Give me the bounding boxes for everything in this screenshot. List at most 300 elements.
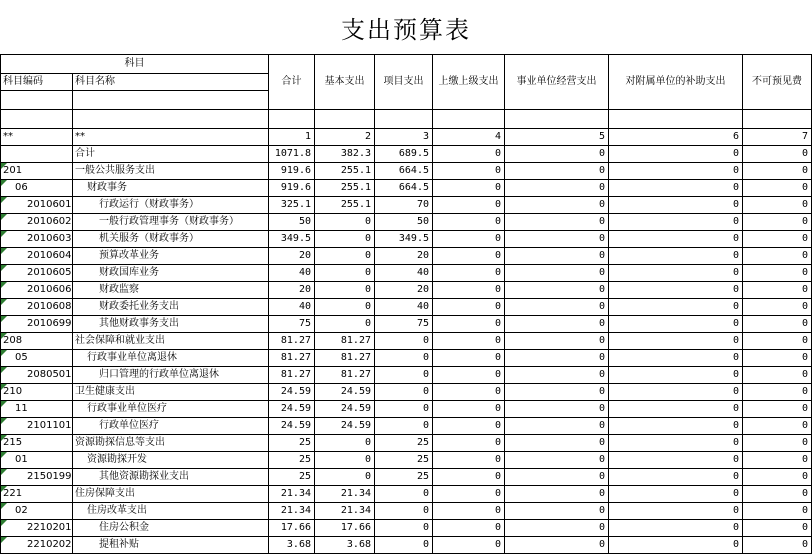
column-header: 对附属单位的补助支出: [609, 55, 743, 110]
subject-name-cell: 住房改革支出: [73, 503, 269, 520]
subject-code-cell: [1, 316, 73, 333]
table-row: [1, 265, 812, 282]
amount-cell: 0: [433, 214, 505, 231]
amount-cell: 0: [609, 197, 743, 214]
index-number: 6: [609, 129, 743, 146]
subject-name-cell: 住房公积金: [73, 520, 269, 537]
error-indicator-icon: [1, 469, 7, 475]
subject-code-cell: [1, 163, 73, 180]
subject-code-cell: [1, 452, 73, 469]
amount-cell: 0: [433, 180, 505, 197]
amount-cell: 0: [433, 231, 505, 248]
subject-code-cell: [1, 180, 73, 197]
subject-name-cell: 行政运行（财政事务）: [73, 197, 269, 214]
amount-cell: 75: [375, 316, 433, 333]
amount-cell: 0: [505, 435, 609, 452]
amount-cell: 0: [743, 180, 812, 197]
error-indicator-icon: [1, 316, 7, 322]
error-indicator-icon: [1, 401, 7, 407]
amount-cell: 0: [743, 197, 812, 214]
error-indicator-icon: [1, 197, 7, 203]
amount-cell: 0: [433, 197, 505, 214]
amount-cell: 40: [375, 265, 433, 282]
amount-cell: 0: [743, 214, 812, 231]
column-header: 项目支出: [375, 55, 433, 110]
amount-cell: 0: [505, 469, 609, 486]
amount-cell: 0: [743, 452, 812, 469]
amount-cell: 0: [433, 469, 505, 486]
subject-code-cell: [1, 520, 73, 537]
blank-cell: [609, 110, 743, 129]
amount-cell: 0: [609, 333, 743, 350]
table-row: [1, 486, 812, 503]
amount-cell: 21.34: [269, 503, 315, 520]
blank-cell: [73, 110, 269, 129]
amount-cell: 0: [433, 452, 505, 469]
amount-cell: 0: [315, 282, 375, 299]
subject-name-header: 科目名称: [73, 74, 269, 91]
amount-cell: 0: [743, 282, 812, 299]
subject-code-cell: [1, 486, 73, 503]
amount-cell: 0: [743, 384, 812, 401]
subject-code-text: 2010602: [27, 216, 72, 227]
table-row: [1, 214, 812, 231]
amount-cell: 0: [743, 503, 812, 520]
amount-cell: 0: [505, 486, 609, 503]
amount-cell: 0: [505, 231, 609, 248]
subject-code-text: 02: [15, 505, 28, 516]
amount-cell: 50: [269, 214, 315, 231]
subject-code-cell: [1, 537, 73, 554]
amount-cell: 3.68: [269, 537, 315, 554]
table-row: [1, 180, 812, 197]
column-header: 不可预见费: [743, 55, 812, 110]
amount-cell: 1071.8: [269, 146, 315, 163]
subject-name-cell: 预算改革业务: [73, 248, 269, 265]
amount-cell: 0: [375, 384, 433, 401]
subject-code-text: 208: [3, 335, 23, 346]
amount-cell: 20: [375, 282, 433, 299]
amount-cell: 0: [375, 367, 433, 384]
amount-cell: 0: [433, 367, 505, 384]
subject-code-cell: [1, 214, 73, 231]
amount-cell: 0: [315, 299, 375, 316]
subject-header: 科目: [1, 55, 269, 74]
table-row: [1, 384, 812, 401]
blank-cell: [1, 110, 73, 129]
index-number: 1: [269, 129, 315, 146]
error-indicator-icon: [1, 486, 7, 492]
amount-cell: 0: [743, 248, 812, 265]
table-row: [1, 231, 812, 248]
subject-code-text: 2210201: [27, 522, 72, 533]
amount-cell: 0: [743, 435, 812, 452]
amount-cell: 0: [743, 316, 812, 333]
amount-cell: 255.1: [315, 163, 375, 180]
amount-cell: 21.34: [269, 486, 315, 503]
amount-cell: 0: [609, 214, 743, 231]
amount-cell: 0: [315, 265, 375, 282]
error-indicator-icon: [1, 214, 7, 220]
subject-name-cell: 资源勘探开发: [73, 452, 269, 469]
error-indicator-icon: [1, 282, 7, 288]
amount-cell: 0: [609, 299, 743, 316]
amount-cell: 0: [315, 316, 375, 333]
amount-cell: 0: [375, 418, 433, 435]
amount-cell: 0: [505, 282, 609, 299]
amount-cell: 0: [505, 384, 609, 401]
subject-name-cell: 一般行政管理事务（财政事务）: [73, 214, 269, 231]
amount-cell: 81.27: [315, 367, 375, 384]
amount-cell: 0: [609, 146, 743, 163]
amount-cell: 0: [743, 146, 812, 163]
amount-cell: 0: [433, 146, 505, 163]
subject-name-cell: 社会保障和就业支出: [73, 333, 269, 350]
table-row: [1, 316, 812, 333]
subject-name-cell: 其他财政事务支出: [73, 316, 269, 333]
index-number: 4: [433, 129, 505, 146]
amount-cell: 0: [375, 350, 433, 367]
subject-code-text: 06: [15, 182, 28, 193]
index-number: 3: [375, 129, 433, 146]
amount-cell: 0: [743, 401, 812, 418]
amount-cell: 0: [505, 401, 609, 418]
subject-name-cell: 行政事业单位离退休: [73, 350, 269, 367]
amount-cell: 0: [315, 248, 375, 265]
amount-cell: 664.5: [375, 180, 433, 197]
amount-cell: 0: [609, 384, 743, 401]
subject-code-text: 2101101: [27, 420, 72, 431]
amount-cell: 0: [375, 401, 433, 418]
subject-code-text: 2010606: [27, 284, 72, 295]
subject-name-cell: 财政事务: [73, 180, 269, 197]
amount-cell: 70: [375, 197, 433, 214]
amount-cell: 0: [609, 265, 743, 282]
subject-code-cell: [1, 248, 73, 265]
amount-cell: 0: [505, 503, 609, 520]
error-indicator-icon: [1, 418, 7, 424]
error-indicator-icon: [1, 367, 7, 373]
amount-cell: 0: [433, 520, 505, 537]
subject-name-cell: 归口管理的行政单位离退休: [73, 367, 269, 384]
subject-name-cell: 其他资源勘探业支出: [73, 469, 269, 486]
subject-code-cell: [1, 146, 73, 163]
table-row: [1, 299, 812, 316]
amount-cell: 81.27: [269, 367, 315, 384]
table-row: [1, 350, 812, 367]
amount-cell: 0: [433, 384, 505, 401]
amount-cell: 0: [743, 418, 812, 435]
subject-name-cell: 卫生健康支出: [73, 384, 269, 401]
subject-name-cell: 提租补贴: [73, 537, 269, 554]
subject-code-cell: [1, 367, 73, 384]
subject-code-text: 2010601: [27, 199, 72, 210]
error-indicator-icon: [1, 537, 7, 543]
subject-code-cell: [1, 231, 73, 248]
amount-cell: 0: [505, 316, 609, 333]
amount-cell: 0: [375, 503, 433, 520]
table-row: [1, 163, 812, 180]
amount-cell: 3.68: [315, 537, 375, 554]
amount-cell: 0: [609, 367, 743, 384]
amount-cell: 382.3: [315, 146, 375, 163]
amount-cell: 0: [433, 333, 505, 350]
blank-cell: [505, 110, 609, 129]
amount-cell: 0: [609, 537, 743, 554]
amount-cell: 20: [375, 248, 433, 265]
amount-cell: 0: [433, 248, 505, 265]
amount-cell: 0: [743, 537, 812, 554]
amount-cell: 0: [433, 401, 505, 418]
subject-code-cell: [1, 350, 73, 367]
error-indicator-icon: [1, 265, 7, 271]
subject-code-cell: [1, 435, 73, 452]
subject-code-cell: [1, 265, 73, 282]
subject-code-text: 05: [15, 352, 28, 363]
column-header: 基本支出: [315, 55, 375, 110]
amount-cell: 0: [375, 537, 433, 554]
amount-cell: 0: [505, 520, 609, 537]
amount-cell: 0: [433, 503, 505, 520]
table-row: [1, 401, 812, 418]
amount-cell: 0: [505, 180, 609, 197]
error-indicator-icon: [1, 333, 7, 339]
blank-cell: [433, 110, 505, 129]
table-row: [1, 520, 812, 537]
amount-cell: 325.1: [269, 197, 315, 214]
subject-code-header: 科目编码: [1, 74, 73, 91]
amount-cell: 255.1: [315, 180, 375, 197]
subject-code-text: 2010608: [27, 301, 72, 312]
amount-cell: 21.34: [315, 486, 375, 503]
amount-cell: 81.27: [269, 333, 315, 350]
subject-code-text: 01: [15, 454, 28, 465]
amount-cell: 0: [433, 265, 505, 282]
amount-cell: 0: [375, 486, 433, 503]
amount-cell: 20: [269, 248, 315, 265]
index-number: 7: [743, 129, 812, 146]
amount-cell: 24.59: [269, 401, 315, 418]
table-row: [1, 248, 812, 265]
amount-cell: 0: [609, 401, 743, 418]
subject-code-cell: [1, 401, 73, 418]
blank-cell: [269, 110, 315, 129]
amount-cell: 0: [315, 231, 375, 248]
amount-cell: 0: [433, 316, 505, 333]
amount-cell: 20: [269, 282, 315, 299]
amount-cell: 0: [609, 248, 743, 265]
amount-cell: 25: [269, 469, 315, 486]
subject-code-text: 2010603: [27, 233, 72, 244]
amount-cell: 0: [609, 452, 743, 469]
amount-cell: 349.5: [375, 231, 433, 248]
amount-cell: 0: [505, 537, 609, 554]
error-indicator-icon: [1, 384, 7, 390]
amount-cell: 40: [375, 299, 433, 316]
error-indicator-icon: [1, 520, 7, 526]
amount-cell: 0: [375, 333, 433, 350]
amount-cell: 0: [609, 163, 743, 180]
blank-cell: [73, 91, 269, 110]
amount-cell: 349.5: [269, 231, 315, 248]
subject-code-cell: [1, 384, 73, 401]
amount-cell: 0: [743, 163, 812, 180]
index-number: 5: [505, 129, 609, 146]
amount-cell: 0: [505, 265, 609, 282]
error-indicator-icon: [1, 503, 7, 509]
subject-code-text: 2080501: [27, 369, 72, 380]
amount-cell: 0: [433, 163, 505, 180]
amount-cell: 0: [315, 435, 375, 452]
subject-name-cell: 财政监察: [73, 282, 269, 299]
subject-name-cell: 行政事业单位医疗: [73, 401, 269, 418]
subject-code-cell: [1, 418, 73, 435]
amount-cell: 0: [743, 486, 812, 503]
amount-cell: 0: [609, 435, 743, 452]
subject-code-text: 221: [3, 488, 23, 499]
subject-code-cell: [1, 299, 73, 316]
amount-cell: 0: [743, 350, 812, 367]
subject-code-text: 210: [3, 386, 23, 397]
amount-cell: 0: [609, 316, 743, 333]
amount-cell: 81.27: [269, 350, 315, 367]
amount-cell: 0: [433, 282, 505, 299]
subject-name-cell: 机关服务（财政事务）: [73, 231, 269, 248]
amount-cell: 0: [375, 520, 433, 537]
error-indicator-icon: [1, 350, 7, 356]
amount-cell: 17.66: [315, 520, 375, 537]
amount-cell: 0: [743, 367, 812, 384]
amount-cell: 0: [743, 299, 812, 316]
amount-cell: 0: [505, 214, 609, 231]
index-code: **: [1, 129, 73, 146]
amount-cell: 0: [743, 265, 812, 282]
amount-cell: 81.27: [315, 350, 375, 367]
blank-cell: [315, 110, 375, 129]
blank-cell: [743, 110, 812, 129]
amount-cell: 0: [609, 486, 743, 503]
amount-cell: 0: [315, 452, 375, 469]
amount-cell: 0: [505, 197, 609, 214]
table-row: [1, 503, 812, 520]
blank-cell: [375, 110, 433, 129]
table-row: [1, 197, 812, 214]
subject-name-cell: 合计: [73, 146, 269, 163]
subject-code-text: 2010604: [27, 250, 72, 261]
page-title: 支出预算表: [341, 15, 471, 44]
subject-name-cell: 资源勘探信息等支出: [73, 435, 269, 452]
table-row: [1, 333, 812, 350]
amount-cell: 0: [609, 350, 743, 367]
index-row: [1, 129, 812, 146]
subject-code-cell: [1, 197, 73, 214]
table-row: [1, 418, 812, 435]
error-indicator-icon: [1, 180, 7, 186]
subject-name-cell: 财政国库业务: [73, 265, 269, 282]
amount-cell: 0: [433, 537, 505, 554]
amount-cell: 0: [505, 163, 609, 180]
amount-cell: 0: [433, 435, 505, 452]
table-row: [1, 367, 812, 384]
amount-cell: 919.6: [269, 180, 315, 197]
amount-cell: 75: [269, 316, 315, 333]
amount-cell: 40: [269, 299, 315, 316]
subject-code-cell: [1, 469, 73, 486]
amount-cell: 0: [505, 333, 609, 350]
amount-cell: 24.59: [269, 384, 315, 401]
budget-table: [0, 54, 812, 554]
amount-cell: 0: [315, 214, 375, 231]
amount-cell: 0: [609, 231, 743, 248]
blank-cell: [1, 91, 73, 110]
amount-cell: 0: [609, 282, 743, 299]
table-row: [1, 452, 812, 469]
amount-cell: 25: [269, 452, 315, 469]
column-header: 合计: [269, 55, 315, 110]
table-row: [1, 146, 812, 163]
amount-cell: 0: [505, 452, 609, 469]
amount-cell: 25: [269, 435, 315, 452]
amount-cell: 50: [375, 214, 433, 231]
amount-cell: 0: [743, 469, 812, 486]
index-name: **: [73, 129, 269, 146]
error-indicator-icon: [1, 163, 7, 169]
table-row: [1, 435, 812, 452]
amount-cell: 0: [433, 418, 505, 435]
amount-cell: 24.59: [269, 418, 315, 435]
amount-cell: 25: [375, 452, 433, 469]
amount-cell: 0: [505, 146, 609, 163]
table-row: [1, 282, 812, 299]
amount-cell: 919.6: [269, 163, 315, 180]
amount-cell: 0: [505, 367, 609, 384]
error-indicator-icon: [1, 248, 7, 254]
amount-cell: 17.66: [269, 520, 315, 537]
amount-cell: 0: [505, 350, 609, 367]
subject-code-text: 2010605: [27, 267, 72, 278]
amount-cell: 255.1: [315, 197, 375, 214]
amount-cell: 0: [743, 231, 812, 248]
amount-cell: 0: [743, 333, 812, 350]
amount-cell: 25: [375, 435, 433, 452]
amount-cell: 0: [609, 520, 743, 537]
amount-cell: 24.59: [315, 418, 375, 435]
column-header: 上缴上级支出: [433, 55, 505, 110]
amount-cell: 0: [743, 520, 812, 537]
subject-code-text: 11: [15, 403, 28, 414]
subject-code-text: 201: [3, 165, 23, 176]
subject-name-cell: 财政委托业务支出: [73, 299, 269, 316]
subject-name-cell: 住房保障支出: [73, 486, 269, 503]
amount-cell: 0: [609, 469, 743, 486]
amount-cell: 0: [433, 486, 505, 503]
amount-cell: 0: [433, 350, 505, 367]
amount-cell: 24.59: [315, 401, 375, 418]
index-number: 2: [315, 129, 375, 146]
amount-cell: 0: [505, 248, 609, 265]
amount-cell: 0: [433, 299, 505, 316]
amount-cell: 0: [505, 299, 609, 316]
amount-cell: 25: [375, 469, 433, 486]
column-header: 事业单位经营支出: [505, 55, 609, 110]
subject-code-cell: [1, 282, 73, 299]
subject-name-cell: 一般公共服务支出: [73, 163, 269, 180]
subject-code-text: 2150199: [27, 471, 72, 482]
subject-code-cell: [1, 333, 73, 350]
amount-cell: 0: [609, 180, 743, 197]
table-row: [1, 537, 812, 554]
amount-cell: 0: [505, 418, 609, 435]
